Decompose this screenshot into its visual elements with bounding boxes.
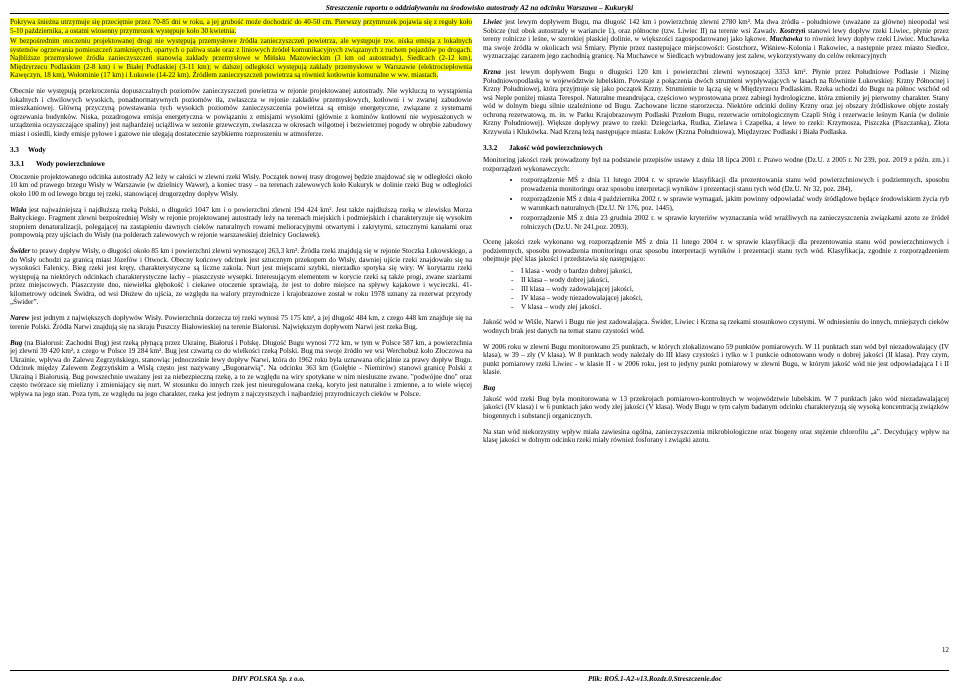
river-name: Muchawka [769,35,803,43]
river-name: Narew [10,314,30,322]
river-description: to również lewy dopływ rzeki Liwiec. Muchawka ma swoje źródła w okolicach wsi Śmiary. Płynie przez następujące miejscowości: Gostchorz, Wiśniew-Kolonia i Rakowiec, a następnie przez miasto Siedlce, wyznaczając zarazem jego zachodnią granicę. Na Muchawce w Siedlcach wybudowany jest zalew, wykorzystywany do celów rekreacyjnych [483,35,949,60]
subheading-bug [483,384,949,393]
section-title: Wody [28,145,46,154]
list-item: • rozporządzenie MŚ z dnia 11 lutego 2004 r. w sprawie klasyfikacji dla prezentowania stanu wód powierzchniowych i podziemnych, sposobu prowadzenia monitoringu oraz sposobu interpretacji wyników i prezentacji stanu tych wód (Dz.U. Nr 32, poz. 284), [521,176,949,193]
river-name: Świder [10,247,31,255]
footer-company: DHV POLSKA Sp. z o.o. [232,675,305,683]
river-name: Liwiec [483,18,503,26]
paragraph-narew [10,314,472,331]
list-item: - II klasa – wody dobrej jakości, [521,276,949,285]
river-description: (na Białorusi: Zachodni Bug) jest rzeką płynącą przez Ukrainę, Białoruś i Polskę. Długość Bugu wynosi 772 km, w tym w Polsce 587 km, a powierzchnia jej zlewni 39 420 km², z czego w Polsce 19 284 km². Bug jest czwartą co do wielkości rzeką Polski. Bug ma swoje źródło we wsi Werchobuż koło Złoczowa na Ukrainie, wpływa do Zalewu Zegrzyńskiego, stanowiąc jednocześnie lewy dopływ Narwi, która do 1962 roku była uznawana oficjalnie za prawy dopływ Bugu. Odcinek między Zalewem Zegrzyńskim a Wisłą często jest nazywany „Bugonarwią”. Na odcinku 363 km (Gołębie - Niemirów) stanowi granicę Polski z Ukrainą i Białorusią. Bug powszechnie uważany jest za niebezpieczną rzekę, a to ze względu na wiry spotykane w nim niesłuszne zwane. "podwójne dno" oraz często twórzace się mielizny i zmieniający się nurt. W stosunku do innych rzek jest nieuregulowana rzeką, koryto jest naturalne i zmienne, a to wiele więcej wpływa na jego stan. Poza tym, ze względu na jego charakter, rzeka jest jednym z najczystszych i najbardziej przyrodniczych cieków w Polsce. [10,338,472,398]
paragraph-liwiec [483,18,949,61]
paragraph-2006-monitoring: W 2006 roku w zlewni Bugu monitorowano 25 punktach, w których zlokalizowano 59 punktów pomiarowych. W 11 punktach stan wód był niezadowalający (IV klasa), w 39 – zły (V klasa). W 8 punktach wody należały do III klasy czystości i tylko w 1 punkcie odnotowano wody o dobrej jakości (II klasa). Przy czym, punkt pomiarowy rzeki Liwiec - w klasie II - w 2006 roku, jest to jedyny punkt pomiarowy w zlewni Bugu, w którym jakość wód nie jest odpowiadająca I i II klasie. [483,342,949,376]
paragraph-emission-sources [10,37,472,80]
section-number: 3.3 [10,145,19,154]
highlighted-text: przymrozek pojawia się z reguły koło 5-10 października, a ostatni wiosenny przymrozek występuje koło 30 kwietnia. [10,18,472,35]
river-description: jest najważniejszą i najdłuższą rzeką Polski, o długości 1047 km i o powierzchni zlewni 194 424 km². Jest także najdłuższą rzeką w zlewisku Morza Bałtyckiego. Fragment zlewni bezpośredniej Wisły w rejonie projektowanej autostrady leży na terenach miejskich i podmiejskich i charakteryzuje się wysokim stopniem denaturalizacji, polegającej na zastąpieniu dawnych cieków naturalnych rowami melioracyjnymi otwartymi i zakrytymi, sztucznymi kanałami oraz pompownią przy ujściach do Wisły (na polderach zalewowych w rejonie warszawskiej dzielnicy Gocławek). [10,205,472,239]
section-title: Wody powierzchniowe [36,160,105,168]
section-number: 3.3.1 [10,160,25,168]
water-class-list [483,267,949,312]
section-heading-3-3-2 [483,144,949,153]
list-item: • rozporządzenie MŚ z dnia 4 października 2002 r. w sprawie wymagań, jakim powinny odpowiadać wody śródlądowe będące środowiskiem życia ryb w warunkach naturalnych (Dz.U. Nr 176, poz. 1445), [521,195,949,212]
list-item: - V klasa – wody złej jakości. [521,303,949,312]
section-heading-3-3-1 [10,160,472,169]
highlighted-text: W bezpośrednim otoczeniu projektowanej drogi nie występują przemysłowe źródła zanieczyszczeń powietrza, ale występuje tzw. niska emisja z lokalnych systemów ogrzewania pomieszczeń zamkniętych, opartych o paliwa stałe oraz z liniowych źródeł komunikacyjnych związanych z ruchem pojazdów po drogach. Najbliższe przemysłowe źródła zanieczyszczeń stanowią zakłady przemysłowe w Mińsku Mazowieckim (3 km od autostrady), Siedlcach (2-12 km), Międzyrzecu Podlaskim (2-8 km) i w Białej Podlaskiej (3-11 km); w dalszej odległości występują zakłady przemysłowe w Warszawie (elektrociepłownia Kawęczyn, 18 km), Wołominie (17 km) i Łukowie (14-22 km). Źródłem zanieczyszczeń powietrza są również kotłownie komunalne w ww. miastach. [10,37,472,79]
regulation-list [483,176,949,231]
section-title: Jakość wód powierzchniowych [509,143,603,152]
highlighted-text: Pokrywa śnieżna utrzymuje się przeciętnie przez 70-85 dni w roku, a jej grubość może dochodzić do 40-50 cm. Pierwszy [10,18,362,26]
page-number: 12 [941,646,949,654]
river-description: jest jednym z największych dopływów Wisły. Powierzchnia dorzecza tej rzeki wynosi 75 175 km², a jej długość 484 km, z czego 448 km znajduje się na terenie Polski. Źródła Narwi znajdują się na skraju Puszczy Białowieskiej na terenie Białorusi. Największym dopływem Narwi jest rzeka Bug. [10,314,472,331]
footer-filename: Plik: ROŚ.1-A2-v13.Rozdz.0.Streszczenie.doc [588,675,722,683]
river-description: jest lewym dopływem Bugu, ma długość 142 km i powierzchnię zlewni 2780 km². Ma dwa źródła - południowe (uważane za główne) nieopodal wsi Sobicze (tuż obok autostrady w wariancie 1), oraz północne (tzw. Liwiec II) na terenie wsi Zawady. [483,18,949,35]
paragraph-krzna [483,68,949,136]
paragraph-monitoring: Monitoring jakości rzek prowadzony był na podstawie przepisów ustawy z dnia 18 lipca 2001 r. Prawo wodne (Dz.U. z 2005 r. Nr 239, poz. 2019 z późn. zm.) i rozporządzeń wykonawczych: [483,156,949,173]
paragraph-bug-quality: Jakość wód rzeki Bug była monitorowana w 13 przekrojach pomiarowo-kontrolnych w województwie lubelskim. W 7 punktach jako wód niezadawalającej jakości (IV klasa) i w 6 punktach jako wody złej jakości (V klasa). Wody Bugu w tym całym badanym odcinku charakteryzują się wysoką koncentracją związków biogennych i substancji organicznych. [483,394,949,420]
header-divider [10,13,949,14]
list-item: - I klasa - wody o bardzo dobrej jakości, [521,267,949,276]
right-column [483,18,949,673]
paragraph-swider [10,247,472,307]
river-name: Bug [10,338,23,347]
paragraph-quality-summary: Jakość wód w Wiśle, Narwi i Bugu nie jest zadowalająca. Świder, Liwiec i Krzna są rzekami stosunkowo czystymi. W odniesieniu do innych, mniejszych cieków wodnych brak jest danych na temat stanu czystości wód. [483,318,949,335]
river-description: to prawy dopływ Wisły, o długości około 85 km i powierzchni zlewni wynoszącej 263,3 km². Źródła rzeki znajdują się w rejonie Stoczka Łukowskiego, a do Wisły uchodzi za granicą miast Józefów i Otwock. Obecny końcowy odcinek jest sztucznym przekopem do Wisły, dawniej ujście rzeki znajdowało się na wysokości Falenicy. Bieg rzeki jest kręty, charakterystyczne są liczne zakola. Nurt jest miejscami szybki, nierzadko spotyka się wiry. W korytarzu rzeki występują na niektórych odcinkach charakterystyczne łachy - piaszczyste wysepki. Interesującym elementem w korycie rzeki są także progi, zwane szarżami przez miejscowych. Piaszczyste dno, niewielka głębokość i ciekawe otoczenie sprawiają, że jest to dobre miejsce na spływy kajakowe i wycieczki. 41-kilometrowy odcinek Świdra, od wsi Dłużew do ujścia, ze względu na walory przyrodnicze i krajobrazowe został w roku 1978 uznany za rezerwat przyrody „Świder”. [10,247,472,306]
list-item: • rozporządzenie MŚ z dnia 23 grudnia 2002 r. w sprawie kryteriów wyznaczania wód wrażliwych na zanieczyszczenia związkami azotu ze źródeł rolniczych (Dz.U. Nr 241,poz. 2093). [521,214,949,231]
list-item: - IV klasa – wody niezadowalającej jakości, [521,294,949,303]
paragraph-bug [10,339,472,399]
footer-divider [10,670,949,671]
river-name: Kostrzyń [779,26,806,35]
paragraph-wisla [10,206,472,240]
section-heading-3-3 [10,146,472,155]
paragraph-route-basin: Otoczenie projektowanego odcinka autostrady A2 leży w całości w zlewni rzeki Wisły. Początek nowej trasy drogowej będzie znajdować się w odległości około 10 km od prawego brzegu Wisły w Warszawie (w dzielnicy Wawer), a koniec trasy – na terenach zalewowych koło Kukuryk w dolinie rzeki Bug w odległości około 100 m od lewego brzgu tej rzeki, stanowiącej drugorzędny dopływ Wisły. [10,172,472,198]
left-column [10,18,472,673]
river-name: Wisła [10,205,27,214]
list-item: - III klasa – wody zadowalającej jakości, [521,285,949,294]
paragraph-water-factors: Na stan wód niekorzystny wpływ miała zawiesina ogólna, zanieczyszczenia mikrobiologiczne oraz biogeny oraz stężenie chlorofilu „a”. Decydujący wpływ na klasę jakości w dolnym odcinku rzeki miały również fosforany i związki azotu. [483,427,949,444]
river-name: Krzna [483,68,501,76]
page-header: Streszczenie raportu o oddziaływaniu na środowisko autostrady A2 na odcinku Warszawa – Kukuryki [325,3,634,12]
paragraph-classification: Ocenę jakości rzek wykonano wg rozporządzenie MŚ z dnia 11 lutego 2004 r. w sprawie klasyfikacji dla prezentowania stanu wód powierzchniowych i podziemnych, sposobu prowadzenia monitoringu oraz sposobu interpretacji wyników i prezentacji stanu tych wód. Klasyfikacja, zgodnie z rozporządzeniem obejmuje pięć klas jakości i przedstawia się następująco: [483,238,949,263]
section-number: 3.3.2 [483,143,498,152]
paragraph-air-quality: Obecnie nie występują przekroczenia dopuszczalnych poziomów zanieczyszczeń powietrza w rejonie projektowanej autostrady. Nie wykluczą to wystąpienia lokalnych i chwilowych wysokich, ponadnormatywnych poziomów tła, zwłaszcza w rejonie zakładów przemysłowych, kotłowni i w zwartej zabudowie mieszkaniowej. Główną przyczyną powstawania tych wysokich poziomów zanieczyszczenia powietrza są emisje energetyczne, związane z systemami ogrzewania budynków. Niska, pozadrogowa emisja energetyczna w powiązaniu z emisjami wysokimi (głównie z kominów kotłowni nie wyposażonych w urządzenia oczyszczające spaliny) jest najbardziej uciążliwa w sezonie grzewczym, zwłaszcza w okresach wilgotnej i bezwietrznej pogody w obrębie zabudowy miast i osiedli, kiedy emisje pyłowe i gazowe nie ulegają dostatecznie szybkiemu rozproszeniu w atmosferze. [10,87,472,138]
paragraph-snow [10,18,472,35]
river-description: jest lewym dopływem Bugu o długości 120 km i powierzchni zlewni wynoszącej 3353 km². Płynie przez Południowe Podlasie i Nizinę Południowopodlaską w województwie lubelskim. Powstaje z połączenia dwóch strumieni wypływających w lasach na Równinie Łukowskiej: Krzny Północnej i Krzny Południowej, która przyjmuje się jako początek Krzny. Strumienie te łączą się w Międzyrzecu Podlaskim. Rzeka uchodzi do Bugu na północ wschód od wsi Neple poniżej miasta Terespol. Naturalne meandrująca, częściowo wyprostowana przez zabiegi hydrologiczne, która zmieniły jej pierwotny charakter. Stany wód w dolnym biegu silnie uzależnione od Bugu. Zachowane liczne starorzecza. Niektóre odcinki doliny Krzny oraz jej obszary źródliskowe objęte zostały ochroną rezerwatową, m. in. w Parku Krajobrazowym Podlaski Przełom Bugu, rezerwacie ornitologicznym Czapli Stóg i rezerwacie leśnym Kania (w dolinie Krzny Południowej). Większe dopływy prawe to rzeki: Dziegciarka, Rudka, Zielawa i Czapelka, a lewe to rzeki: Krzymosza, Piszczka (Piszczanka), Złota Krzywula i Klukówka. Nad Krzną leżą następujące miasta: Łuków (Krzna Południowa), Międzyrzec Podlaski i Biała Podlaska. [483,68,949,136]
river-name: Bug [483,384,496,392]
river-description: stanowi lewy dopływ rzeki Liwiec, płynie przez tereny rolnicze i leśne, w szerokiej płaskiej dolinie, w większości zagospodarowanej jako łąkowe. [483,26,949,43]
